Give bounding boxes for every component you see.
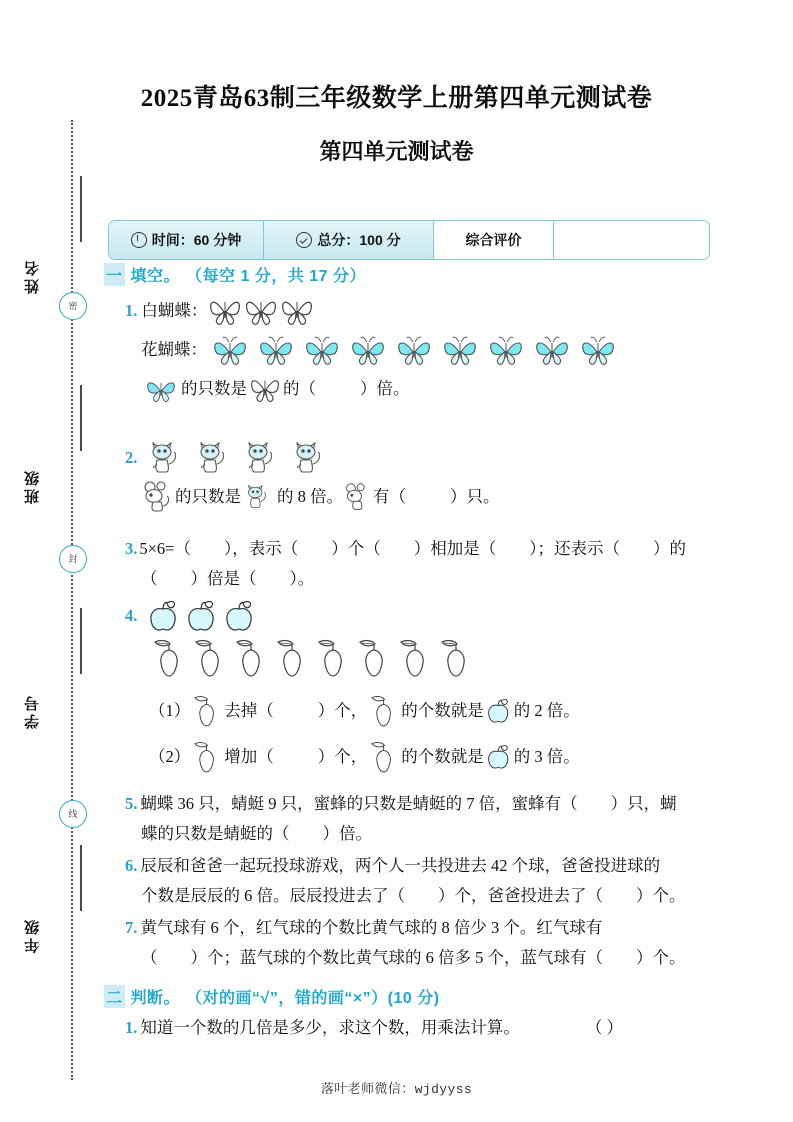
q1-text-a: 的只数是 xyxy=(181,379,247,398)
q1-line-2 xyxy=(125,334,725,366)
seal-mark-3: 线 xyxy=(59,800,87,828)
pear-icon xyxy=(367,692,401,730)
evaluation-label: 综合评价 xyxy=(465,232,522,248)
footer-wechat-id: wjdyyss xyxy=(414,1082,473,1097)
q2-text-a: 的只数是 xyxy=(175,487,241,506)
s2q1-answer-blank[interactable]: （ ） xyxy=(585,1018,623,1037)
q4-sub1-a: 去掉（ xyxy=(224,701,274,720)
section-header-1 xyxy=(104,263,366,286)
question-2 xyxy=(125,440,725,514)
q4-sub1-b: ）个， xyxy=(317,701,368,720)
q2-line-1 xyxy=(125,440,725,476)
section-1-number: 一 xyxy=(104,263,125,286)
s2q1-number: 1. xyxy=(125,1018,138,1037)
q4-pears xyxy=(149,636,725,680)
q5-line-2 xyxy=(141,819,725,849)
q2-text-c: 有（ xyxy=(373,487,406,506)
q3-text-line1: 5×6=（ ），表示（ ）个（ ）相加是（ ）；还表示（ ）的 xyxy=(139,539,686,558)
q4-line-1 xyxy=(125,598,725,634)
q1-line-3 xyxy=(141,374,725,404)
q1-white-butterflies xyxy=(207,296,315,326)
page-title-main: 2025青岛63制三年级数学上册第四单元测试卷 xyxy=(140,85,653,112)
q1-number: 1. xyxy=(125,301,138,320)
exam-info-bar xyxy=(108,220,710,260)
q1-color-butterflies xyxy=(207,334,621,366)
s2q1-line xyxy=(125,1013,725,1043)
seal-mark-2: 封 xyxy=(59,545,87,573)
apple-icon xyxy=(484,696,514,726)
margin-rule xyxy=(80,385,82,451)
margin-rule xyxy=(80,845,82,911)
section-1-title: 填空。 xyxy=(130,268,181,285)
q5-line-1 xyxy=(125,789,725,819)
q7-text-line2: （ ）个；蓝气球的个数比黄气球的 6 倍多 5 个，蓝气球有（ ）个。 xyxy=(141,948,686,967)
info-time-label: 时间：60 分钟 xyxy=(151,232,242,248)
q4-sub2-b: ）个， xyxy=(317,747,368,766)
question-3 xyxy=(125,534,725,594)
section2-question-1 xyxy=(125,1013,725,1043)
footer-prefix: 落叶老师微信： xyxy=(320,1081,415,1096)
margin-rule xyxy=(80,608,82,674)
question-5 xyxy=(125,789,725,849)
question-1 xyxy=(125,296,725,404)
question-4 xyxy=(125,598,725,776)
info-cell-time xyxy=(109,221,264,259)
question-7 xyxy=(125,913,725,973)
section-1-meta: （每空 1 分，共 17 分） xyxy=(186,268,367,285)
q4-sub2-prefix: （2） xyxy=(149,747,191,766)
butterfly-white-icon xyxy=(247,375,283,403)
q2-text-d: ）只。 xyxy=(450,487,500,506)
q6-text-line1: 辰辰和爸爸一起玩投球游戏，两个人一共投进去 42 个球，爸爸投进球的 xyxy=(140,856,661,875)
q4-sub-1 xyxy=(149,692,725,730)
apple-icon xyxy=(484,742,514,772)
info-cell-score xyxy=(264,221,434,259)
q2-line-2 xyxy=(141,480,725,514)
q4-sub1-c: 的个数就是 xyxy=(401,701,484,720)
margin-label-student-id: 学号 xyxy=(24,693,41,729)
q3-number: 3. xyxy=(125,539,138,558)
mouse-icon xyxy=(343,482,373,512)
section-header-2 xyxy=(104,985,440,1008)
margin-column xyxy=(0,0,100,1122)
section-2-number: 二 xyxy=(104,985,125,1008)
q4-number: 4. xyxy=(125,606,138,625)
q1-color-label: 花蝴蝶： xyxy=(141,340,207,359)
q2-cats xyxy=(143,440,335,476)
page-title-sub: 第四单元测试卷 xyxy=(319,139,474,164)
q7-line-2 xyxy=(141,943,725,973)
q1-white-label: 白蝴蝶： xyxy=(141,301,208,320)
pear-icon xyxy=(190,692,224,730)
q6-text-line2: 个数是辰辰的 6 倍。辰辰投进去了（ ）个，爸爸投进去了（ ）个。 xyxy=(141,886,686,905)
question-6 xyxy=(125,851,725,911)
q4-sub2-a: 增加（ xyxy=(224,747,274,766)
q3-line-1 xyxy=(125,534,725,564)
q4-sub-2 xyxy=(149,738,725,776)
q7-number: 7. xyxy=(125,918,138,937)
q6-number: 6. xyxy=(125,856,138,875)
sealing-dotted-line xyxy=(71,120,73,1080)
q3-text-line2: （ ）倍是（ ）。 xyxy=(141,569,315,588)
section-2-title: 判断。 xyxy=(130,990,181,1007)
section-2-meta: （对的画“√”，错的画“×”）(10 分) xyxy=(186,990,440,1007)
q1-line-1 xyxy=(125,296,725,326)
q4-apples xyxy=(145,598,259,634)
seal-mark-1: 密 xyxy=(59,292,87,320)
q7-text-line1: 黄气球有 6 个，红气球的个数比黄气球的 8 倍少 3 个。红气球有 xyxy=(140,918,603,937)
q4-sub2-c: 的个数就是 xyxy=(401,747,484,766)
footer-credit xyxy=(0,1078,793,1097)
q1-text-b: 的（ xyxy=(283,379,316,398)
q3-line-2 xyxy=(141,564,725,594)
pear-icon xyxy=(190,738,224,776)
margin-rule xyxy=(80,176,82,242)
margin-label-name: 姓名 xyxy=(24,258,41,294)
q7-line-1 xyxy=(125,913,725,943)
q6-line-1 xyxy=(125,851,725,881)
cat-icon xyxy=(241,481,277,513)
q2-text-b: 的 8 倍。 xyxy=(277,487,343,506)
clock-icon xyxy=(131,232,147,248)
q4-sub1-d: 的 2 倍。 xyxy=(513,701,580,720)
mouse-icon xyxy=(141,480,175,514)
q5-number: 5. xyxy=(125,794,138,813)
info-cell-evaluation-value[interactable] xyxy=(554,221,709,259)
pear-icon xyxy=(367,738,401,776)
q6-line-2 xyxy=(141,881,725,911)
q4-sub2-d: 的 3 倍。 xyxy=(513,747,580,766)
q5-text-line2: 蝶的只数是蜻蜓的（ ）倍。 xyxy=(141,824,372,843)
check-circle-icon xyxy=(296,232,312,248)
info-cell-evaluation-label xyxy=(434,221,554,259)
q4-sub1-prefix: （1） xyxy=(149,701,191,720)
s2q1-text: 知道一个数的几倍是多少，求这个数，用乘法计算。 xyxy=(140,1018,520,1037)
butterfly-color-icon xyxy=(141,374,181,404)
margin-label-grade: 年级 xyxy=(24,917,41,953)
q2-number: 2. xyxy=(125,448,138,467)
q1-text-c: ）倍。 xyxy=(360,379,410,398)
info-score-label: 总分：100 分 xyxy=(317,232,401,248)
q5-text-line1: 蝴蝶 36 只，蜻蜓 9 只，蜜蜂的只数是蜻蜓的 7 倍，蜜蜂有（ ）只，蝴 xyxy=(140,794,677,813)
margin-label-class: 班级 xyxy=(24,468,41,504)
